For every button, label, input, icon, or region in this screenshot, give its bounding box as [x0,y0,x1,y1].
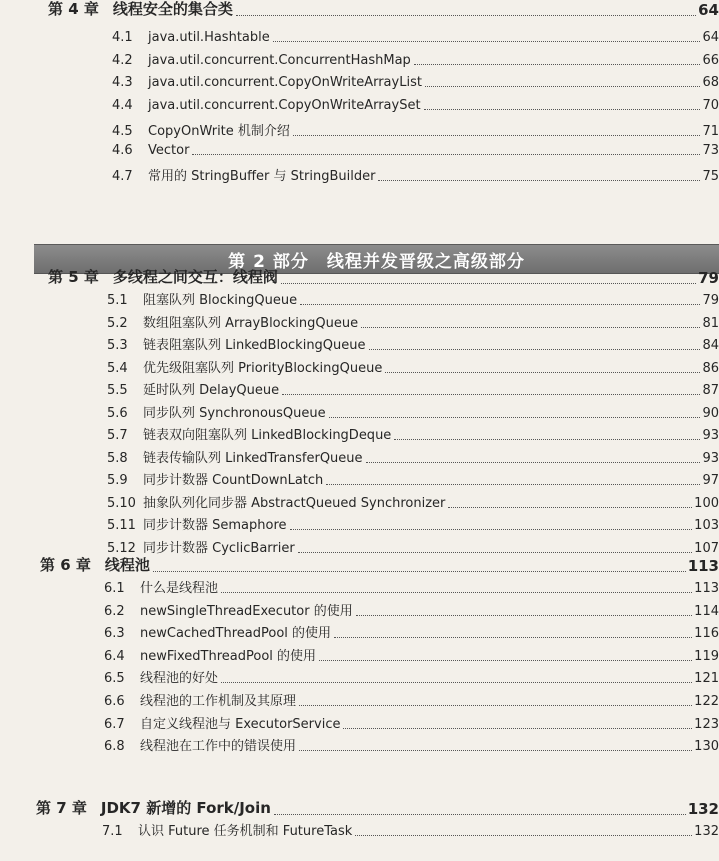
chapter-title: 线程安全的集合类 [112,0,233,18]
section-number: 5.7 [107,428,128,443]
toc-entry [112,120,719,139]
toc-entry [104,645,719,664]
partial-chapter-heading [0,0,719,20]
page-number: 90 [702,405,719,421]
section-title: 同步计数器 Semaphore [143,518,287,533]
section-number: 4.1 [112,30,133,45]
leader-dots [378,179,700,181]
toc-entry [107,379,719,398]
section-title: CopyOnWrite 机制介绍 [148,124,290,139]
section-number: 5.4 [107,360,128,376]
section-number: 5.12 [107,540,136,556]
leader-dots [343,727,692,729]
section-title: 数组阻塞队列 ArrayBlockingQueue [143,315,359,331]
section-number: 6.6 [104,694,125,709]
section-title: 同步队列 SynchronousQueue [143,405,326,421]
section-title: newCachedThreadPool 的使用 [140,626,332,642]
toc-entry [112,165,719,184]
section-number: 5.8 [107,450,128,466]
page-number: 87 [702,383,719,398]
chapter-title: JDK7 新增的 Fork/Join [100,799,271,817]
page-number: 93 [702,450,719,466]
page-number: 93 [702,428,719,443]
toc-entry [107,289,719,308]
toc-entry [107,447,719,466]
page-number: 122 [694,694,719,709]
section-title: 阻塞队列 BlockingQueue [143,293,298,308]
leader-dots [299,749,692,751]
section-title: 延时队列 DelayQueue [143,383,280,398]
chapter-4-heading [48,0,719,19]
section-number: 4.5 [112,124,133,139]
page-number: 64 [698,1,719,19]
section-number: 5.11 [107,518,136,533]
leader-dots [293,134,701,136]
page-number: 66 [702,52,719,68]
toc-entry [107,492,719,511]
section-title: 自定义线程池与 ExecutorService [140,716,341,732]
page-number: 119 [694,648,719,664]
leader-dots [281,282,696,284]
page-number: 64 [702,30,719,45]
leader-dots [448,506,692,508]
page-number: 75 [702,169,719,184]
section-number: 4.2 [112,52,133,68]
chapter-label: 第 7 章 [36,799,87,817]
chapter-label: 第 4 章 [48,0,99,18]
toc-entry [107,357,719,376]
section-number: 4.7 [112,169,133,184]
section-title: 同步计数器 CountDownLatch [143,473,324,488]
leader-dots [274,813,686,815]
section-title: java.util.concurrent.ConcurrentHashMap [148,52,411,68]
leader-dots [273,40,701,42]
leader-dots [221,681,692,683]
chapter-label: 第 5 章 [48,268,99,286]
leader-dots [424,108,701,110]
page-number: 70 [702,97,719,113]
section-number: 5.3 [107,338,128,353]
section-number: 5.10 [107,495,136,511]
leader-dots [299,704,692,706]
leader-dots [290,528,693,530]
toc-entry [112,53,719,68]
page-number: 130 [694,739,719,755]
leader-dots [192,153,700,155]
leader-dots [361,326,700,328]
section-number: 6.7 [104,716,125,732]
toc-entry [104,622,719,641]
section-number: 6.4 [104,648,125,664]
section-number: 5.1 [107,293,128,308]
leader-dots [153,570,686,572]
section-number: 5.5 [107,383,128,398]
toc-entry [104,667,719,686]
toc-entry [107,469,719,488]
chapter-7-heading [36,797,719,818]
leader-dots [298,551,692,553]
leader-dots [394,438,700,440]
leader-dots [326,483,700,485]
leader-dots [369,348,701,350]
page-number: 132 [687,800,719,818]
toc-entry [107,402,719,421]
section-title: 线程池在工作中的错误使用 [140,739,297,755]
leader-dots [221,591,692,593]
chapter-6-heading [40,554,719,575]
page-number: 79 [702,293,719,308]
page-number: 71 [702,124,719,139]
section-number: 6.3 [104,626,125,642]
page-number: 81 [702,315,719,331]
leader-dots [414,63,701,65]
section-title: 认识 Future 任务机制和 FutureTask [138,824,353,839]
section-number: 5.6 [107,405,128,421]
section-number: 6.1 [104,581,125,596]
section-number: 6.2 [104,603,125,619]
toc-entry [112,30,719,45]
toc-entry [104,713,719,732]
section-title: 优先级阻塞队列 PriorityBlockingQueue [143,360,383,376]
leader-dots [355,834,692,836]
section-number: 5.2 [107,315,128,331]
section-number: 6.5 [104,671,125,687]
toc-entry [107,514,719,533]
toc-entry [104,600,719,619]
page-number: 114 [694,603,719,619]
section-number: 4.6 [112,142,133,158]
section-title: 常用的 StringBuffer 与 StringBuilder [148,169,376,184]
section-number: 4.4 [112,97,133,113]
leader-dots [425,85,701,87]
page-number: 68 [702,75,719,90]
page-number: 123 [694,716,719,732]
section-title: java.util.concurrent.CopyOnWriteArrayList [148,75,422,90]
section-title: 线程池的好处 [140,671,219,687]
section-number: 6.8 [104,739,125,755]
page-number: 103 [694,518,719,533]
leader-dots [282,393,700,395]
toc-entry [107,334,719,353]
toc-entry [112,75,719,90]
toc-entry [107,312,719,331]
chapter-5-heading [48,266,719,287]
toc-entry [107,424,719,443]
leader-dots [319,659,692,661]
chapter-label: 第 6 章 [40,556,91,574]
section-title: Vector [148,142,190,158]
leader-dots [329,416,701,418]
leader-dots [334,636,692,638]
page-number: 113 [694,581,719,596]
section-title: 链表传输队列 LinkedTransferQueue [143,450,363,466]
page-number: 121 [694,671,719,687]
section-title: java.util.Hashtable [148,30,270,45]
section-title: java.util.concurrent.CopyOnWriteArraySet [148,97,421,113]
toc-entry [112,143,719,158]
toc-entry [104,690,719,709]
page-number: 107 [694,540,719,556]
toc-entry [102,820,719,839]
chapter-title: 线程池 [104,556,150,574]
toc-entry [104,577,719,596]
toc-entry [112,98,719,113]
page-number: 113 [687,557,719,575]
section-number: 7.1 [102,824,123,839]
section-title: 抽象队列化同步器 AbstractQueued Synchronizer [143,495,446,511]
section-title: 链表双向阻塞队列 LinkedBlockingDeque [143,428,392,443]
section-title: 线程池的工作机制及其原理 [140,694,297,709]
toc-entry [104,735,719,754]
page-number: 116 [694,626,719,642]
leader-dots [385,371,700,373]
section-title: 链表阻塞队列 LinkedBlockingQueue [143,338,366,353]
section-title: 什么是线程池 [140,581,219,596]
section-number: 5.9 [107,473,128,488]
leader-dots [366,461,701,463]
toc-entry [107,537,719,556]
page-number: 79 [698,269,719,287]
leader-dots [300,303,700,305]
leader-dots [356,614,692,616]
section-number: 4.3 [112,75,133,90]
page-number: 100 [694,495,719,511]
leader-dots [236,14,696,16]
section-title: newSingleThreadExecutor 的使用 [140,603,353,619]
page-number: 73 [702,142,719,158]
page-number: 84 [702,338,719,353]
chapter-title: 多线程之间交互：线程阀 [112,268,278,286]
page-number: 86 [702,360,719,376]
section-title: 同步计数器 CyclicBarrier [143,540,295,556]
page-number: 97 [702,473,719,488]
page-number: 132 [694,824,719,839]
section-title: newFixedThreadPool 的使用 [140,648,317,664]
part-banner: 第 2 部分 线程并发晋级之高级部分 [34,244,719,274]
